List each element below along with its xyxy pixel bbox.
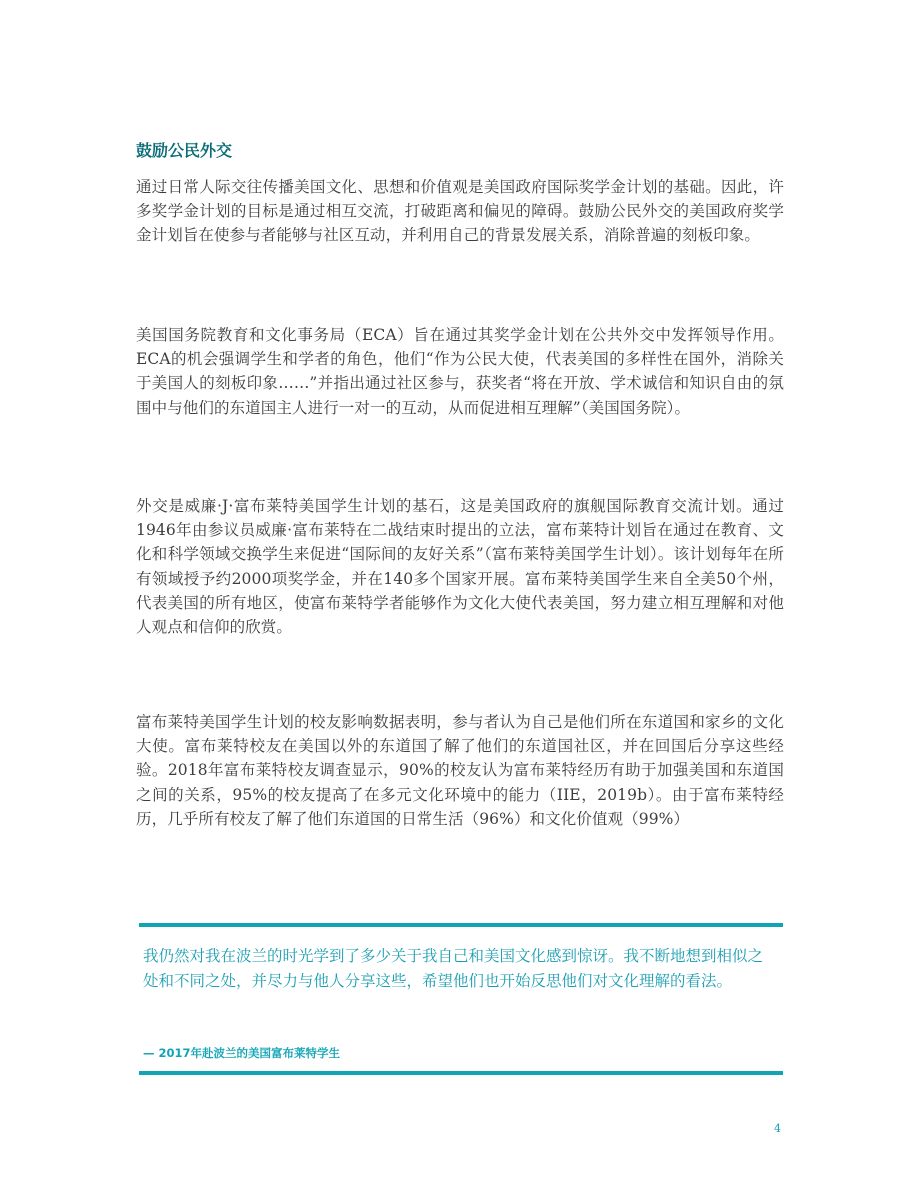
pull-quote-attribution: — 2017年赴波兰的美国富布莱特学生 <box>143 1046 341 1060</box>
section-heading: 鼓励公民外交 <box>136 141 233 160</box>
body-paragraph-4: 富布莱特美国学生计划的校友影响数据表明，参与者认为自己是他们所在东道国和家乡的文化大使。富布莱特校友在美国以外的东道国了解了他们的东道国社区，并在回国后分享这些经验。2018年富布莱特校友调查显示，90%的校友认为富布莱特经历有助于加强美国和东道国之间的关系，95%的校友提高了在多元文化环境中的能力（IIE，2019b）。由于富布莱特经历，几乎所有校友了解了他们东道国的日常生活（96%）和文化价值观（99%） <box>136 713 784 828</box>
pull-quote-bottom-rule <box>139 1071 783 1075</box>
body-paragraph-2: 美国国务院教育和文化事务局（ECA）旨在通过其奖学金计划在公共外交中发挥领导作用。ECA的机会强调学生和学者的角色，他们“作为公民大使，代表美国的多样性在国外，消除关于美国人的刻板印象……”并指出通过社区参与，获奖者“将在开放、学术诚信和知识自由的氛围中与他们的东道国主人进行一对一的互动，从而促进相互理解”（美国国务院）。 <box>136 326 784 417</box>
body-paragraph-3: 外交是威廉·J·富布莱特美国学生计划的基石，这是美国政府的旗舰国际教育交流计划。通过1946年由参议员威廉·富布莱特在二战结束时提出的立法，富布莱特计划旨在通过在教育、文化和科学领域交换学生来促进“国际间的友好关系”（富布莱特美国学生计划）。该计划每年在所有领域授予约2000项奖学金，并在140多个国家开展。富布莱特美国学生来自全美50个州，代表美国的所有地区，使富布莱特学者能够作为文化大使代表美国，努力建立相互理解和对他人观点和信仰的欣赏。 <box>136 497 784 637</box>
pull-quote-text: 我仍然对我在波兰的时光学到了多少关于我自己和美国文化感到惊讶。我不断地想到相似之处和不同之处，并尽力与他人分享这些，希望他们也开始反思他们对文化理解的看法。 <box>143 947 764 990</box>
body-paragraph-1: 通过日常人际交往传播美国文化、思想和价值观是美国政府国际奖学金计划的基础。因此，许多奖学金计划的目标是通过相互交流，打破距离和偏见的障碍。鼓励公民外交的美国政府奖学金计划旨在使参与者能够与社区互动，并利用自己的背景发展关系，消除普遍的刻板印象。 <box>136 178 784 245</box>
pull-quote-top-rule <box>139 923 783 927</box>
page-number: 4 <box>774 1122 781 1135</box>
